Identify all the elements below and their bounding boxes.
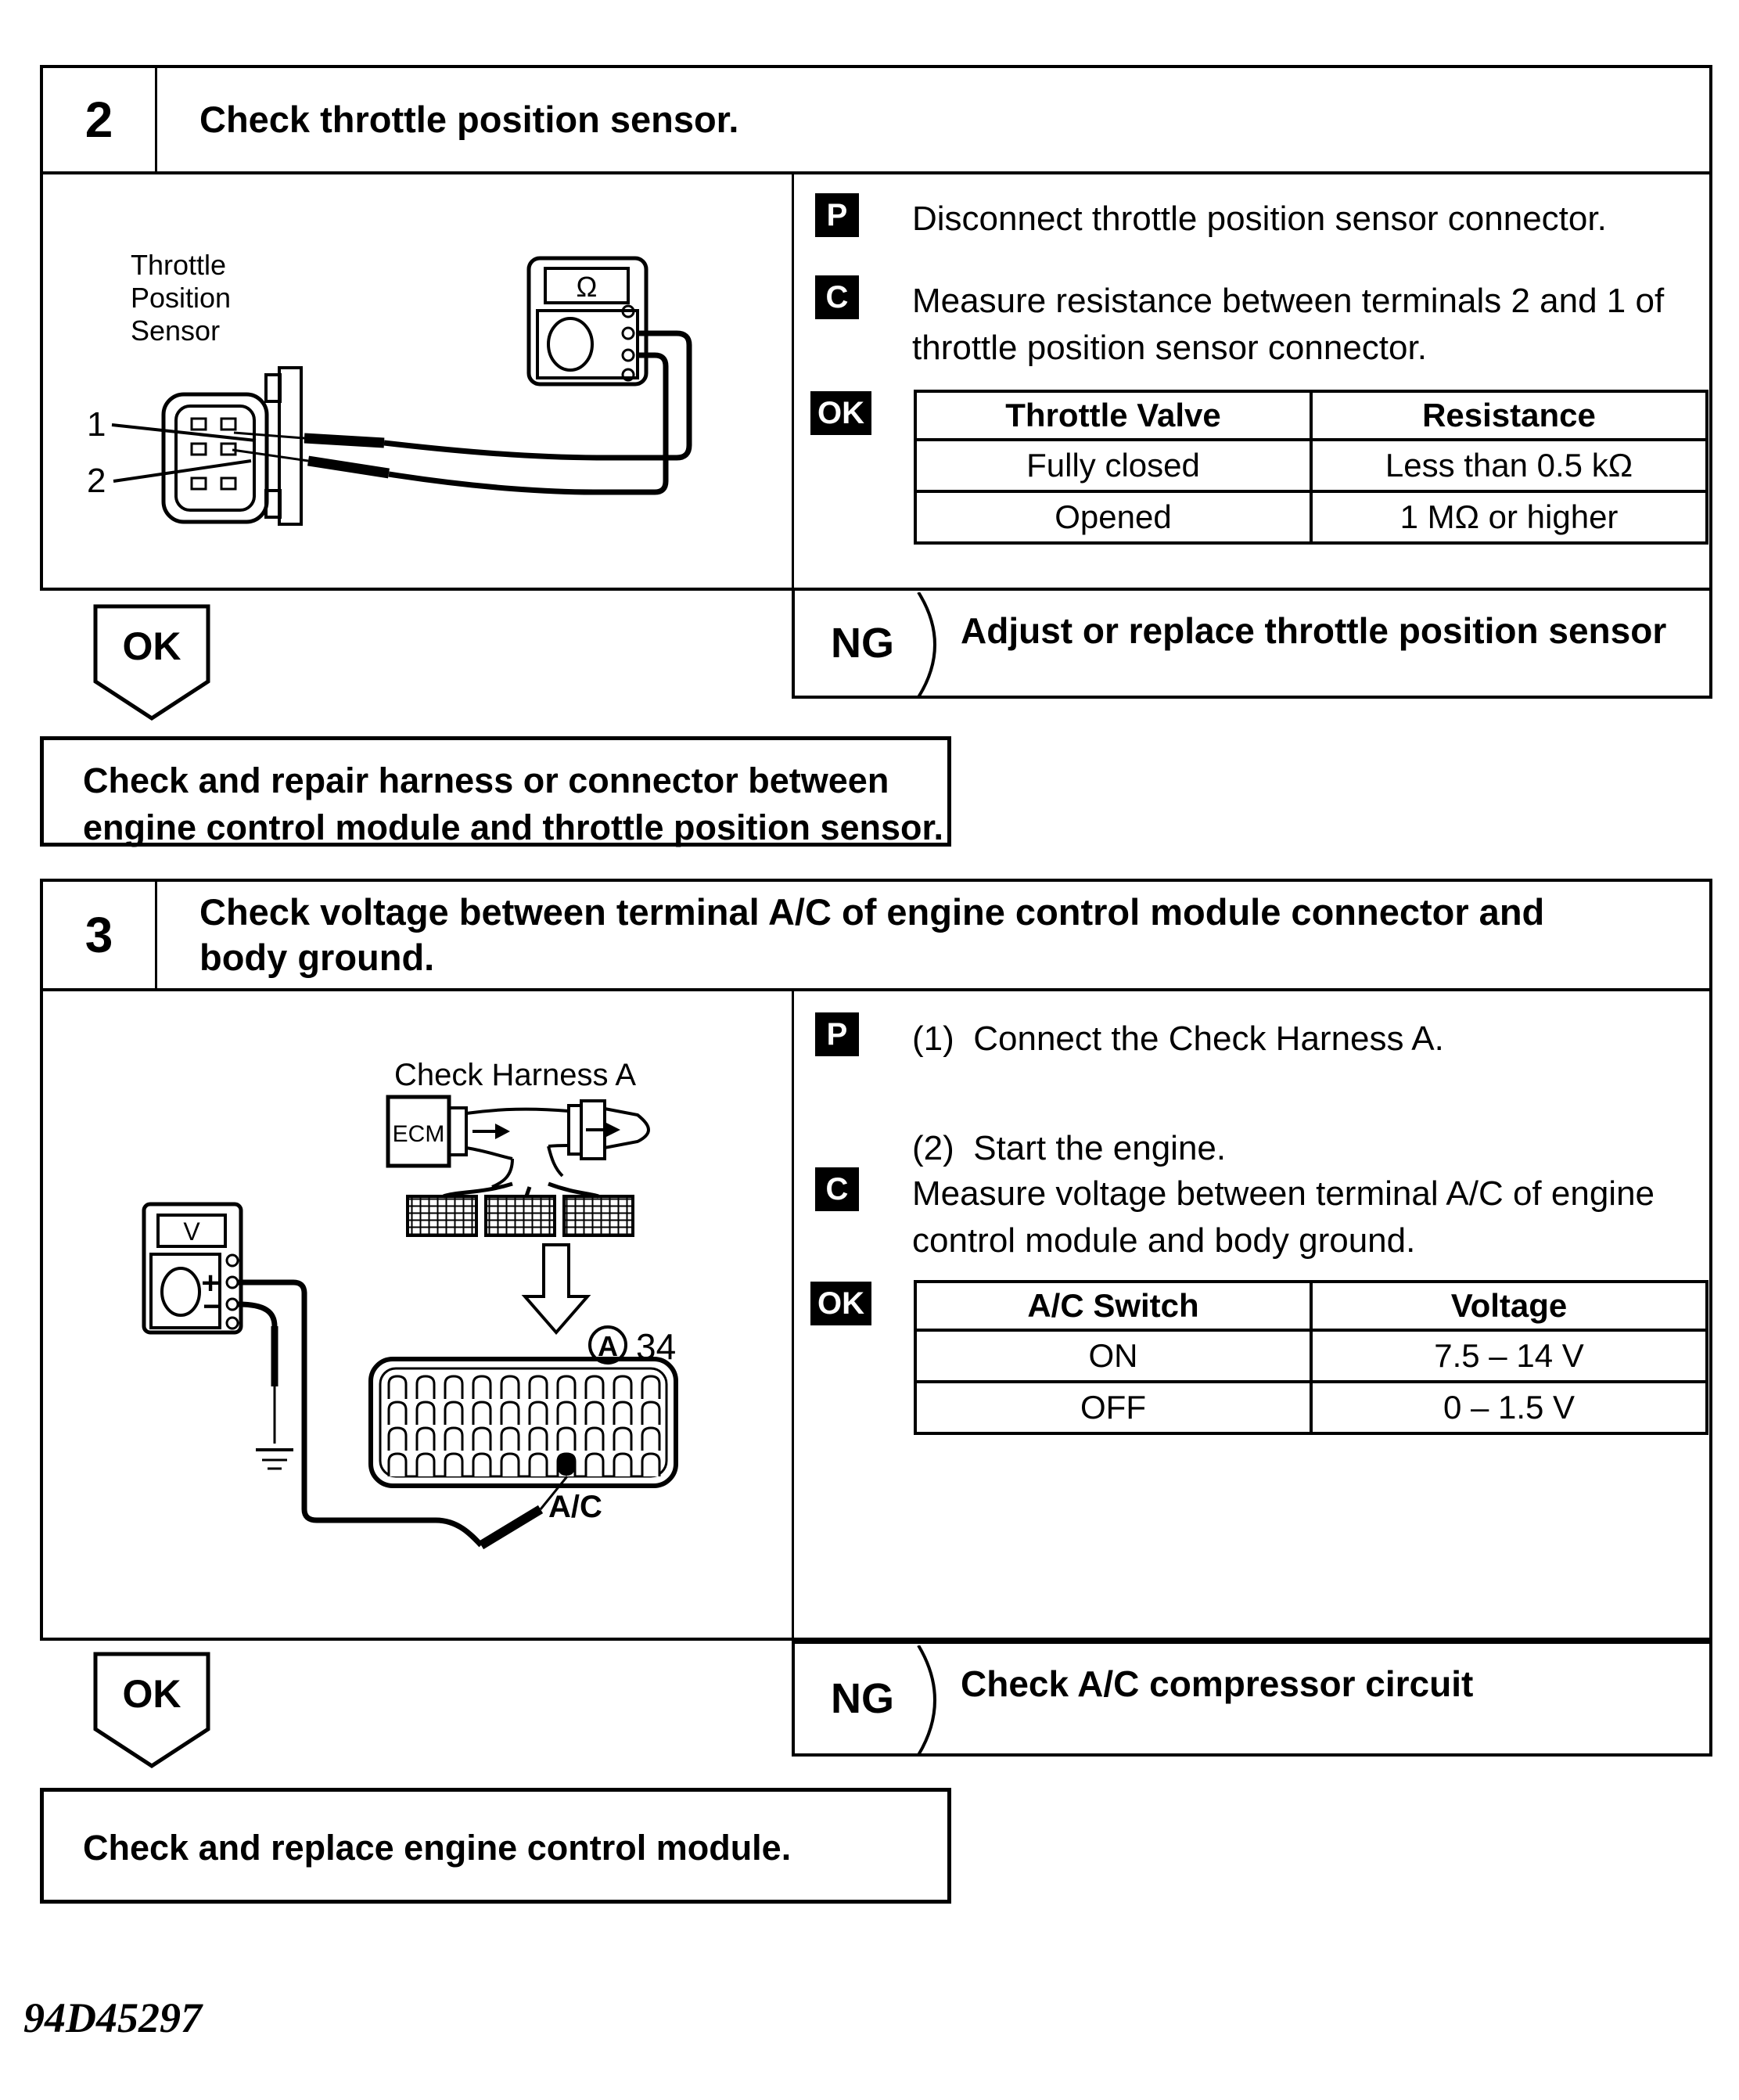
- value-cell: Less than 0.5 kΩ: [1311, 440, 1707, 491]
- step3-header: [40, 879, 1712, 991]
- ac-terminal-pin: [558, 1455, 575, 1476]
- down-arrow-icon: [525, 1245, 587, 1332]
- value-cell: 7.5 – 14 V: [1311, 1330, 1707, 1382]
- condition-cell: Opened: [915, 491, 1311, 543]
- resistance-header: Resistance: [1311, 391, 1707, 440]
- ng-branch-step3: [792, 1641, 1712, 1757]
- check-badge-step2: C: [815, 275, 859, 319]
- ok-badge-step2: OK: [810, 391, 871, 435]
- ground-probe-icon: [256, 1326, 293, 1469]
- ohm-display: Ω: [576, 271, 598, 303]
- plus-mark: +: [201, 1266, 220, 1300]
- ng-branch-step2: [792, 588, 1712, 699]
- ac-switch-header: A/C Switch: [915, 1282, 1311, 1330]
- ecm-label: ECM: [392, 1121, 445, 1147]
- procedure-badge-step2: P: [815, 193, 859, 237]
- ng-chevron-icon: [914, 592, 954, 697]
- ok-badge-step3: OK: [810, 1282, 871, 1325]
- ok-flow-label: OK: [122, 624, 181, 668]
- step3-ng-action: Check A/C compressor circuit: [961, 1663, 1474, 1704]
- step2-header: [40, 65, 1712, 174]
- table-row: [915, 491, 1707, 543]
- connector-number: 34: [636, 1326, 677, 1367]
- volt-display: V: [183, 1217, 200, 1246]
- step3-check-line1: Measure voltage between terminal A/C of engine: [912, 1174, 1655, 1213]
- step2-ng-action: Adjust or replace throttle position sensor: [961, 610, 1667, 651]
- sensor-label: [87, 249, 231, 500]
- step3-title-line2: body ground.: [199, 937, 435, 978]
- table-row: [915, 440, 1707, 491]
- step2-number: 2: [43, 68, 157, 171]
- throttle-sensor-diagram: [46, 174, 796, 588]
- table-header-row: [915, 1282, 1707, 1330]
- step3-result-line1: Check and replace engine control module.: [83, 1828, 792, 1868]
- sensor-label-line3: Sensor: [131, 315, 221, 347]
- step2-result-box: [40, 736, 951, 847]
- check-badge-step3: C: [815, 1167, 859, 1211]
- ac-terminal-label: A/C: [548, 1490, 602, 1524]
- step3-number: 3: [43, 882, 157, 988]
- step3-title: [157, 882, 1709, 988]
- value-cell: 0 – 1.5 V: [1311, 1382, 1707, 1433]
- step2-result-line1: Check and repair harness or connector between: [83, 761, 889, 800]
- sensor-label-line1: Throttle: [131, 249, 227, 281]
- table-row: [915, 1330, 1707, 1382]
- circled-a-letter: A: [598, 1330, 618, 1362]
- voltage-table: [914, 1280, 1708, 1435]
- ng-chevron-icon: [914, 1645, 954, 1755]
- step2-check-line2: throttle position sensor connector.: [912, 329, 1427, 367]
- check-harness-diagram: [46, 991, 796, 1638]
- step2-title-text: Check throttle position sensor.: [199, 99, 739, 140]
- condition-cell: OFF: [915, 1382, 1311, 1433]
- step2-check-line1: Measure resistance between terminals 2 and 1 of: [912, 282, 1665, 320]
- step2-procedure-text: Disconnect throttle position sensor connector.: [912, 200, 1607, 238]
- table-header-row: [915, 391, 1707, 440]
- ng-badge: NG: [831, 1675, 894, 1722]
- value-cell: 1 MΩ or higher: [1311, 491, 1707, 543]
- table-row: [915, 1382, 1707, 1433]
- harness-end-connector-icon: [569, 1101, 649, 1159]
- page-code: 94D45297: [23, 1994, 202, 2041]
- step3-procedure-item2: (2) Start the engine.: [912, 1129, 1227, 1167]
- ok-flow-arrow-step2: [92, 603, 211, 722]
- step3-check-text: [912, 1170, 1718, 1264]
- condition-cell: ON: [915, 1330, 1311, 1382]
- condition-cell: Fully closed: [915, 440, 1311, 491]
- hatched-connectors-icon: [408, 1196, 633, 1235]
- step2-check-text: [912, 278, 1718, 372]
- pin2-label: 2: [87, 462, 106, 500]
- step3-procedure-item1: (1) Connect the Check Harness A.: [912, 1019, 1444, 1058]
- sensor-label-line2: Position: [131, 282, 232, 314]
- ok-flow-label: OK: [122, 1672, 181, 1716]
- voltage-header: Voltage: [1311, 1282, 1707, 1330]
- throttle-valve-header: Throttle Valve: [915, 391, 1311, 440]
- step3-check-line2: control module and body ground.: [912, 1221, 1416, 1260]
- pin1-label: 1: [87, 405, 106, 444]
- procedure-badge-step3: P: [815, 1012, 859, 1056]
- mounting-bracket-icon: [266, 368, 301, 524]
- ng-badge: NG: [831, 620, 894, 667]
- ecm-pin-grid-icon: [371, 1359, 676, 1486]
- sensor-connector-icon: [163, 394, 267, 522]
- step3-title-line1: Check voltage between terminal A/C of engine control module connector and: [199, 891, 1545, 933]
- ok-flow-arrow-step3: [92, 1651, 211, 1770]
- resistance-table: [914, 390, 1708, 545]
- step2-result-line2: engine control module and throttle position sensor.: [83, 807, 944, 847]
- minus-mark: −: [203, 1289, 221, 1324]
- check-harness-label: Check Harness A: [394, 1058, 637, 1092]
- step2-title: [157, 68, 1709, 171]
- step3-result-box: [40, 1788, 951, 1904]
